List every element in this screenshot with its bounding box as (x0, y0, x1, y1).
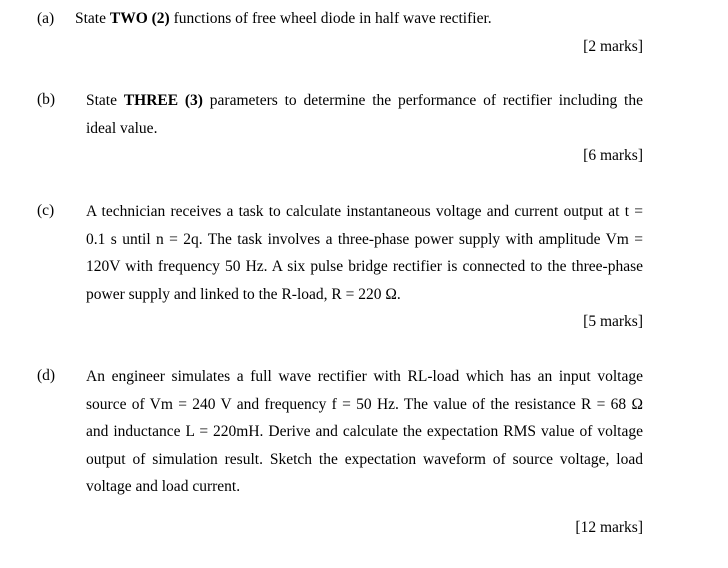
question-d-line-4: output of simulation result. Sketch the expectation waveform of source voltage, load (86, 450, 643, 468)
question-d-marks: [12 marks] (575, 519, 643, 536)
question-b-emphasis: THREE (3) (123, 92, 203, 109)
question-a-text: State TWO (2) functions of free wheel diode in half wave rectifier. (75, 10, 492, 27)
question-c-line-4: power supply and linked to the R-load, R = 220 Ω. (86, 285, 401, 303)
question-b-line-2: ideal value. (86, 119, 158, 137)
question-d-label: (d) (37, 367, 56, 384)
question-d-line-5: voltage and load current. (86, 478, 241, 495)
question-b-marks: [6 marks] (583, 147, 643, 164)
question-c-line-3: 120V with frequency 50 Hz. A six pulse bridge rectifier is connected to the three-phase (86, 258, 643, 275)
question-b-text (86, 87, 643, 142)
question-c-line-1: A technician receives a task to calculate instantaneous voltage and current output at t = (86, 203, 643, 220)
question-c-marks: [5 marks] (583, 313, 643, 330)
question-b-line-1: State THREE (3) parameters to determine the performance of rectifier including the (86, 92, 643, 109)
question-c-label: (c) (37, 202, 55, 219)
question-a-marks: [2 marks] (583, 38, 643, 55)
question-c-line-2: 0.1 s until n = 2q. The task involves a three-phase power supply with amplitude Vm = (86, 230, 643, 248)
question-d-line-1: An engineer simulates a full wave rectifier with RL-load which has an input voltage (86, 368, 643, 385)
question-d-line-3: and inductance L = 220mH. Derive and calculate the expectation RMS value of voltage (86, 423, 643, 440)
question-b-label: (b) (37, 91, 56, 108)
question-a-emphasis: TWO (2) (109, 10, 170, 27)
question-a-label: (a) (37, 10, 55, 27)
question-c-text (86, 198, 643, 308)
question-d-text (86, 363, 643, 501)
question-d-line-2: source of Vm = 240 V and frequency f = 50 Hz. The value of the resistance R = 68 Ω (86, 395, 643, 413)
